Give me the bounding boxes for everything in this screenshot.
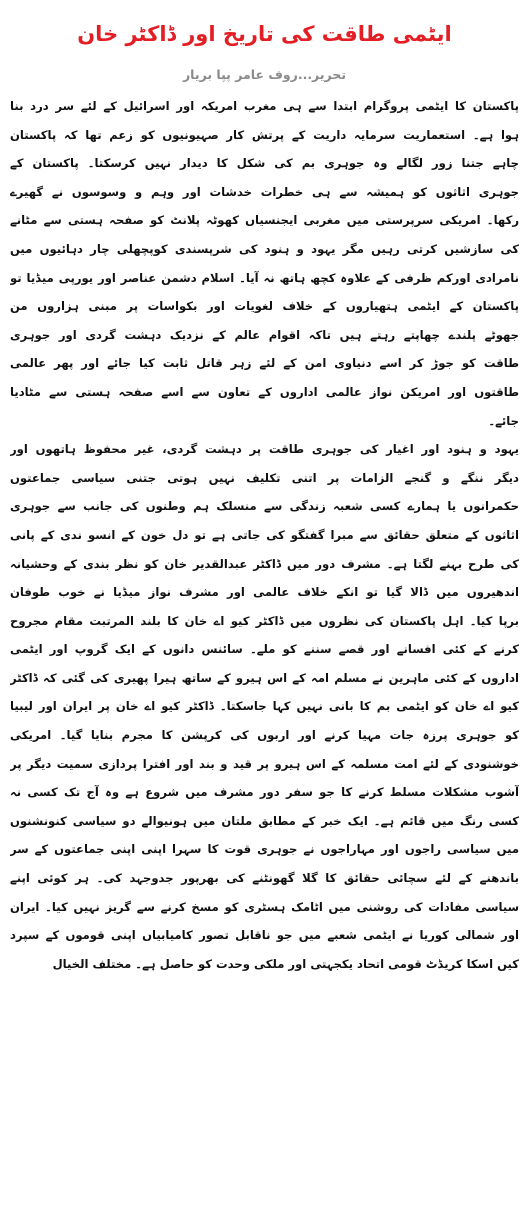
paragraph-line: کی طرح بہنے لگتا ہے۔ مشرف دور میں ڈاکٹر عبدالقدیر خان کو نظر بندی کے وحشیانہ (10, 556, 519, 571)
paragraph-line: آشوب مشکلات مسلط کرنے کا جو سفر دور مشرف میں شروع ہے وہ آج تک کسی نہ (10, 785, 519, 800)
paragraph-line: پاکستان کا ایٹمی پروگرام ابتدا سے ہی مغرب امریکہ اور اسرائیل کے لئے سر درد بنا (10, 99, 519, 113)
paragraph-line: میں سیاسی راجوں اور مہاراجوں نے جوہری قوت کا سہرا اپنی اپنی جماعتوں کے سر (10, 842, 519, 857)
paragraph-line: یہود و ہنود اور اغیار کی جوہری طاقت پر دہشت گردی، غیر محفوظ ہاتھوں اور (10, 442, 519, 457)
paragraph-line: کی سازشیں کرتی رہیں مگر یہود و ہنود کی شرپسندی کوپچھلی چار دہائیوں میں (10, 241, 519, 256)
paragraph-line: اداروں کے کئی ماہرین نے مسلم امہ کے اس ہیرو کے ساتھ ہیرا پھیری کی گئی کہ ڈاکٹر (10, 670, 519, 685)
article-byline: تحریر...روف عامر پپا بریار (182, 67, 347, 82)
paragraph-line: کیو اے خان کو ایٹمی بم کا بانی نہیں کہا جاسکتا۔ ڈاکٹر کیو اے خان پر ایران اور لیبیا (10, 699, 519, 714)
article-body (10, 92, 519, 978)
paragraph-line: کو جوہری پرزہ جات مہیا کرنے اور اربوں کی کرپشن کا مجرم بنایا گیا۔ امریکی (10, 728, 519, 743)
article-paragraph (10, 435, 519, 978)
paragraph-line: کیں اسکا کریڈٹ قومی اتحاد یکجہتی اور ملکی وحدت کو حاصل ہے۔ مختلف الخیال (52, 956, 519, 971)
article-paragraph (10, 92, 519, 435)
paragraph-line: طاقتوں اور امریکن نواز عالمی اداروں کے تعاون سے اسے صفحہ ہستی سے مٹادیا (10, 384, 519, 399)
paragraph-line: نامرادی اورکم ظرفی کے علاوہ کچھ ہاتھ نہ آیا۔ اسلام دشمن عناصر اور یورپی میڈیا تو (10, 270, 519, 285)
paragraph-line: جھوٹے پلندے چھاپتے رہتے ہیں تاکہ اقوام عالم کے نزدیک دہشت گردی اور جوہری (10, 327, 519, 342)
paragraph-line: دیگر ننگے و گنجے الزامات پر اتنی تکلیف نہیں ہوتی جتنی سیاسی جماعتوں (10, 470, 519, 485)
paragraph-line: طاقت کو جوڑ کر اسے دنیاوی امن کے لئے زہر قاتل ثابت کیا جائے اور پھر عالمی (10, 356, 519, 371)
paragraph-line: جائے۔ (488, 413, 519, 428)
paragraph-line: رکھا۔ امریکی سرپرستی میں مغربی ایجنسیاں کھوٹہ پلانٹ کو صفحہ ہستی سے مٹانے (10, 213, 519, 228)
paragraph-line: ہوا ہے۔ استعماریت سرمایہ داریت کے پرتش کار صہیونیوں کو زعم تھا کہ پاکستان (10, 127, 519, 142)
paragraph-line: چاہے جتنا زور لگالے وہ جوہری بم کی شکل کا دیدار نہیں کرسکتا۔ پاکستان کے (10, 156, 519, 171)
paragraph-line: کسی رنگ میں قائم ہے۔ ایک خبر کے مطابق ملتان میں ہونیوالے دو سیاسی کنونشنوں (10, 813, 519, 828)
article-title: ایٹمی طاقت کی تاریخ اور ڈاکٹر خان (77, 22, 452, 46)
paragraph-line: کرنے کے کئی افسانے اور قصے سننے کو ملے۔ سائنس دانوں کے ایک گروپ اور ایٹمی (10, 642, 519, 657)
paragraph-line: باندھنے کے لئے سچائی حقائق کا گلا گھونٹنے کی بھرپور جدوجہد کی۔ ہر کوئی اپنے (10, 871, 519, 886)
paragraph-line: اثاثوں کے متعلق حقائق سے مبرا گفتگو کی جاتی ہے تو دل خون کے انسو ندی کے پانی (10, 527, 519, 542)
paragraph-line: حکمرانوں یا ہمارے کسی شعبہ زندگی سے منسلک ہم وطنوں کی جانب سے جوہری (10, 499, 519, 514)
paragraph-line: اور شمالی کوریا نے ایٹمی شعبے میں جو ناقابل تصور کامیابیاں اپنی قوموں کے سپرد (10, 928, 519, 943)
paragraph-line: اندھیروں میں ڈالا گیا تو انکے خلاف عالمی اور مشرف نواز میڈیا نے خوب طوفان (10, 585, 519, 600)
paragraph-line: جوہری اثاثوں کو ہمیشہ سے ہی خطرات خدشات اور وہم و وسوسوں نے گھیرے (10, 184, 519, 199)
paragraph-line: پاکستان کے ایٹمی ہتھیاروں کے خلاف لغویات اور بکواسات پر مبنی ہزاروں من (10, 299, 519, 314)
paragraph-line: سیاسی مفادات کی روشنی میں اٹامک ہسٹری کو مسخ کرنے سے گریز نہیں کیا۔ ایران (10, 899, 519, 914)
paragraph-line: خوشنودی کے لئے امت مسلمہ کے اس ہیرو پر قید و بند اور افترا پردازی سمیت دیگر پر (10, 756, 519, 771)
paragraph-line: برپا کیا۔ اہل پاکستان کی نظروں میں ڈاکٹر کیو اے خان کا بلند المرتبت مقام مجروح (10, 613, 519, 628)
